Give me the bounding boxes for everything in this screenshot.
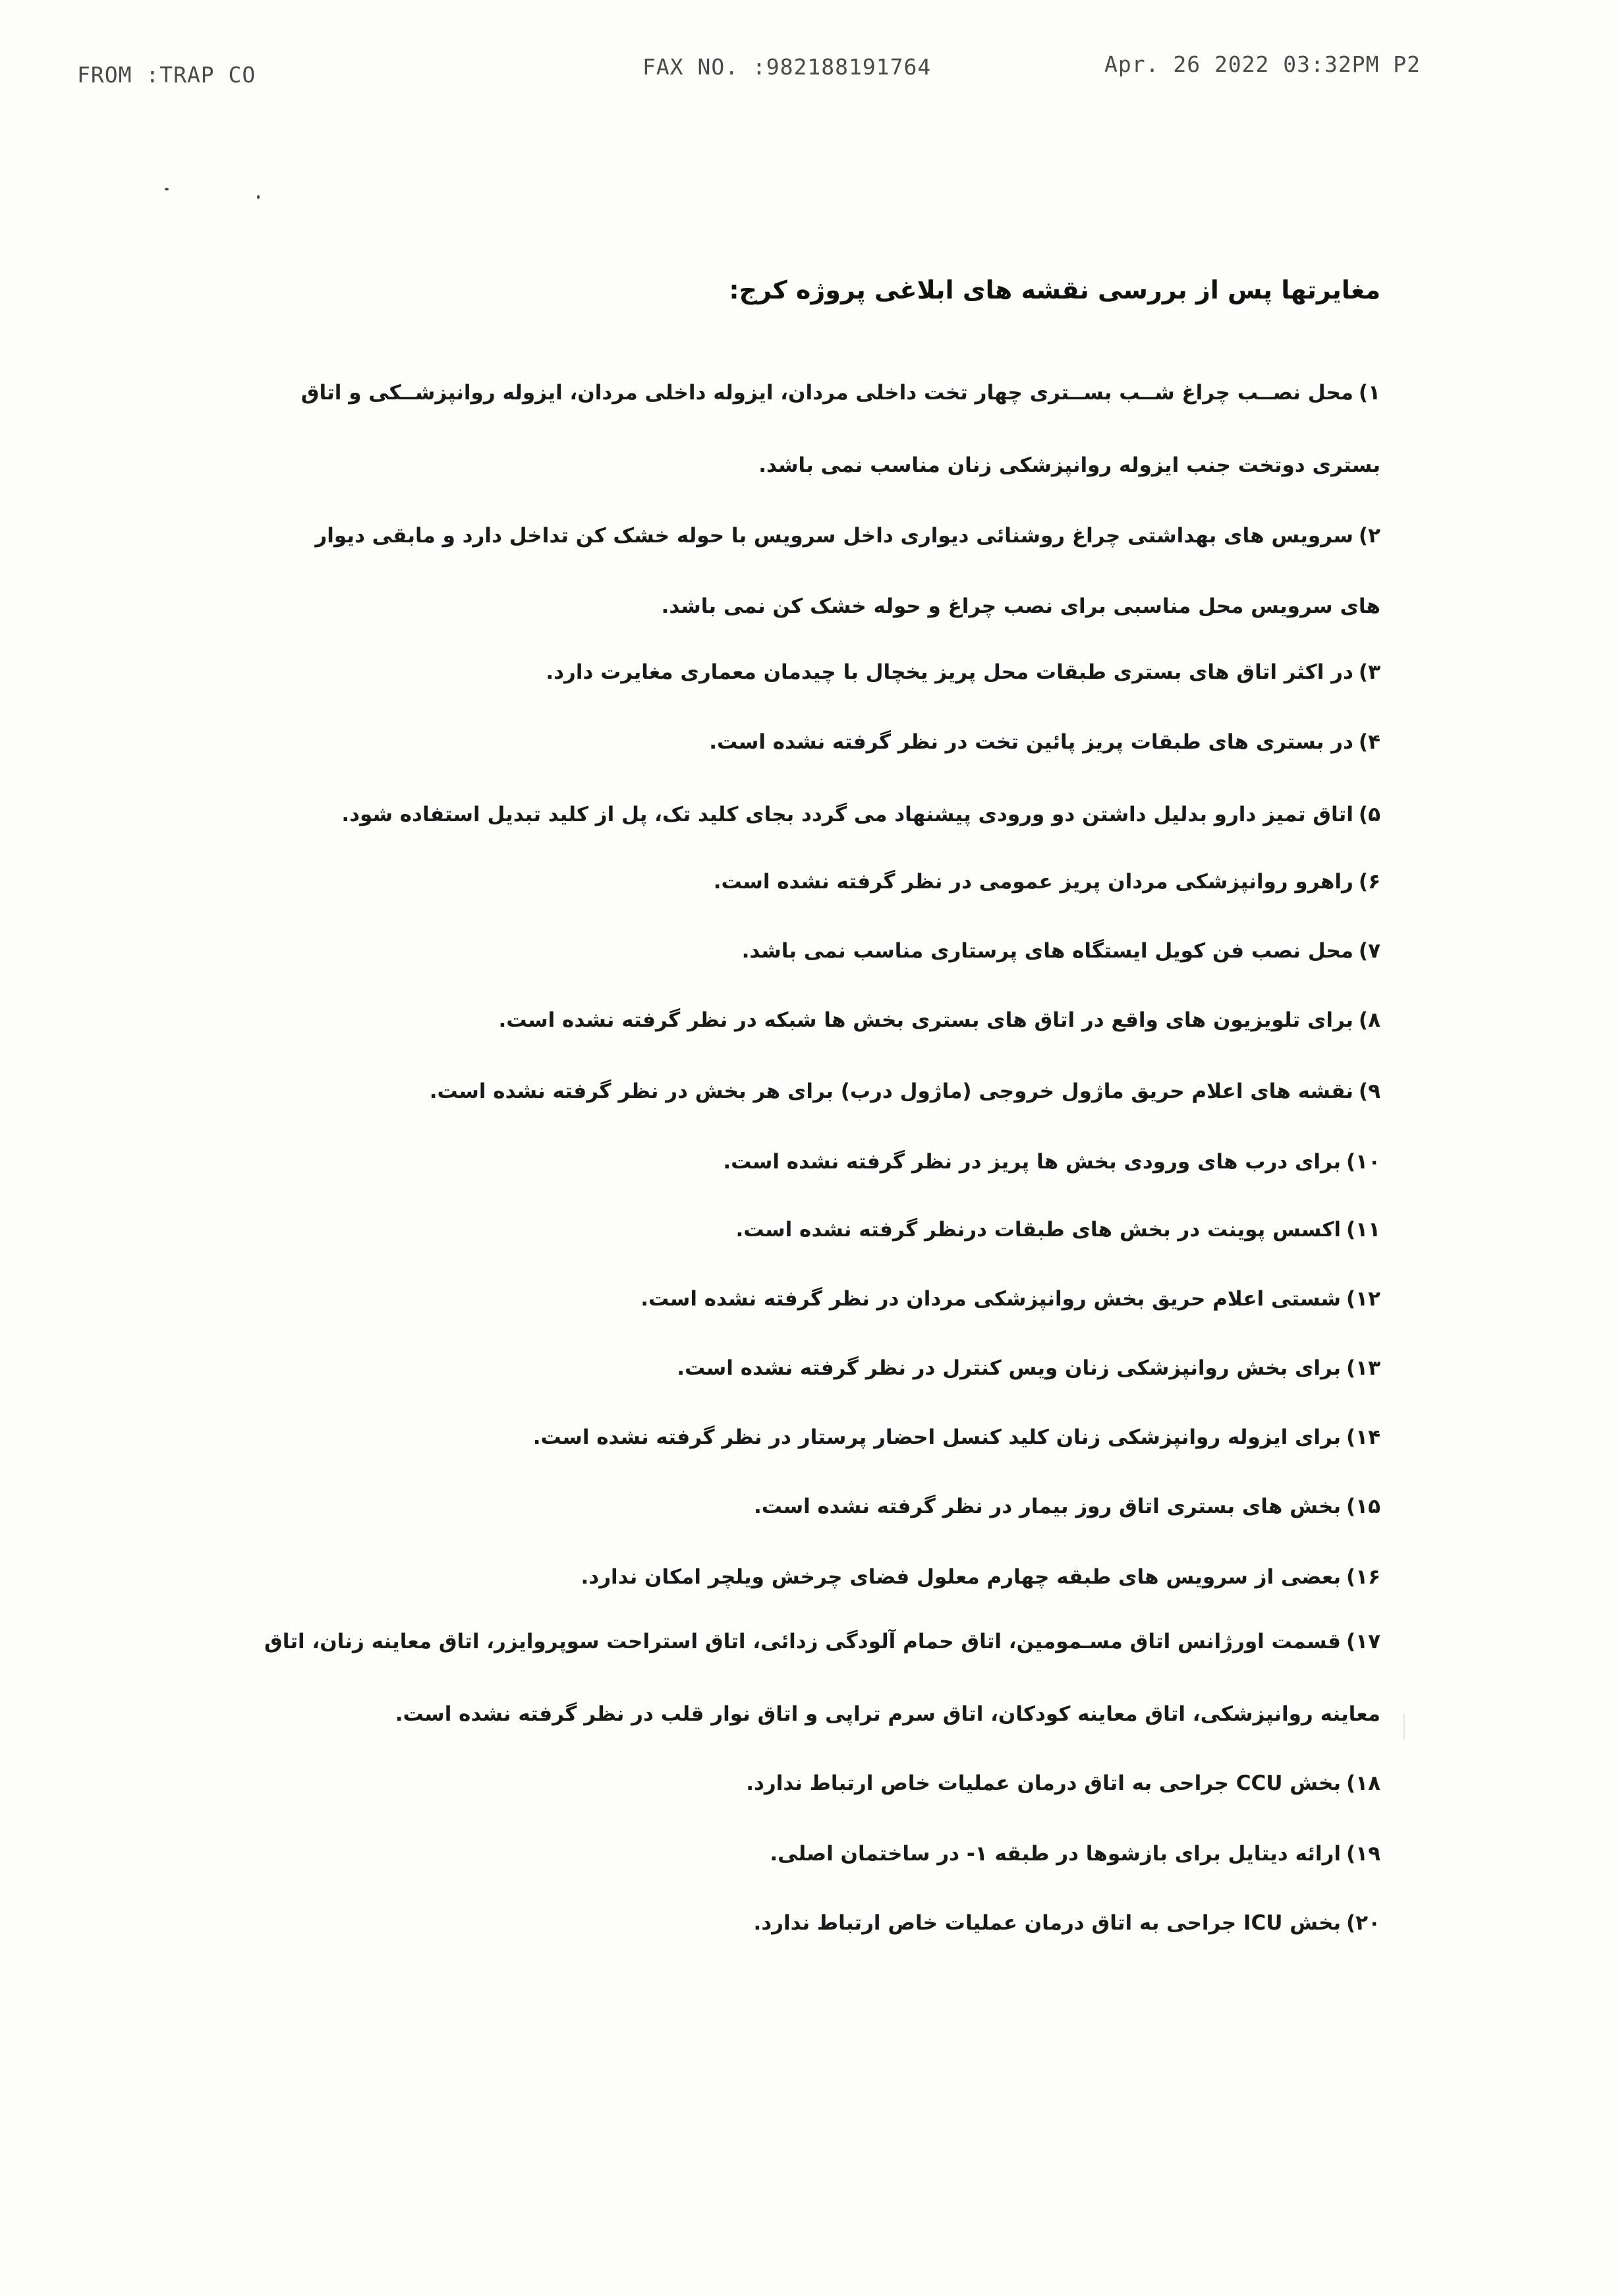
list-item-number: ۵) (1358, 803, 1380, 826)
list-item (723, 1150, 1380, 1174)
list-item-number: ۱۹) (1346, 1842, 1380, 1866)
list-item (709, 730, 1380, 754)
list-item (533, 1425, 1380, 1449)
list-item-text: بخش CCU جراحی به اتاق درمان عملیات خاص ارتباط ندارد. (746, 1771, 1341, 1795)
list-item-number: ۲) (1358, 524, 1380, 548)
fax-header (0, 51, 1619, 91)
list-item-number: ۱۸) (1346, 1771, 1380, 1795)
scan-mark (1404, 1713, 1405, 1740)
list-item-continuation (758, 453, 1380, 477)
list-item-number: ۱۵) (1346, 1495, 1380, 1518)
list-item-number: ۸) (1358, 1008, 1380, 1032)
list-item (341, 803, 1380, 826)
list-item (746, 1771, 1380, 1795)
list-item-number: ۶) (1358, 870, 1380, 894)
list-item-number: ۷) (1358, 939, 1380, 963)
list-item-number: ۱۴) (1346, 1425, 1380, 1449)
list-item (640, 1287, 1380, 1311)
list-item-number: ۴) (1358, 730, 1380, 754)
scan-speck (257, 195, 260, 199)
list-item-text: محل نصب فن کویل ایستگاه های پرستاری مناسب نمی باشد. (741, 939, 1353, 963)
list-item-text: معاینه روانپزشکی، اتاق معاینه کودکان، اتاق سرم تراپی و اتاق نوار قلب در نظر گرفته نشده است. (395, 1702, 1380, 1726)
list-item-text: برای ایزوله روانپزشکی زنان کلید کنسل احضار پرستار در نظر گرفته نشده است. (532, 1425, 1341, 1449)
list-item (499, 1008, 1380, 1032)
list-item-text: بستری دوتخت جنب ایزوله روانپزشکی زنان مناسب نمی باشد. (758, 453, 1380, 477)
list-item-number: ۱۷) (1346, 1630, 1380, 1653)
list-item-text: نقشه های اعلام حریق ماژول خروجی (ماژول درب) برای هر بخش در نظر گرفته نشده است. (429, 1079, 1353, 1103)
list-item-text: قسمت اورژانس اتاق مسـمومین، اتاق حمام آلودگی زدائی، اتاق استراحت سوپروایزر، اتاق معاینه زنان، اتاق (264, 1630, 1341, 1653)
list-item-text: اکسس پوینت در بخش های طبقات درنظر گرفته نشده است. (735, 1218, 1341, 1242)
list-item-number: ۳) (1358, 660, 1380, 684)
list-item-number: ۱۲) (1346, 1287, 1380, 1311)
list-item-text: بخش ICU جراحی به اتاق درمان عملیات خاص ارتباط ندارد. (753, 1911, 1341, 1935)
list-item-text: ارائه دیتایل برای بازشوها در طبقه ۱- در ساختمان اصلی. (770, 1842, 1341, 1866)
list-item (301, 381, 1380, 405)
list-item-text: در اکثر اتاق های بستری طبقات محل پریز یخچال با چیدمان معماری مغایرت دارد. (546, 660, 1353, 684)
list-item-text: های سرویس محل مناسبی برای نصب چراغ و حوله خشک کن نمی باشد. (661, 594, 1380, 618)
list-item (770, 1842, 1380, 1866)
list-item-text: در بستری های طبقات پریز پائین تخت در نظر گرفته نشده است. (709, 730, 1353, 754)
list-item (714, 870, 1380, 894)
list-item-number: ۲۰) (1346, 1911, 1380, 1935)
list-item (581, 1565, 1380, 1589)
list-item (264, 1630, 1380, 1653)
list-item-number: ۱۳) (1346, 1356, 1380, 1380)
list-item-text: اتاق تمیز دارو بدلیل داشتن دو ورودی پیشنهاد می گردد بجای کلید تک، پل از کلید تبدیل استفاده شود. (341, 803, 1353, 826)
list-item (754, 1495, 1380, 1518)
list-item-number: ۱۰) (1346, 1150, 1380, 1174)
list-item (315, 524, 1380, 548)
list-item-number: ۱) (1358, 381, 1380, 405)
list-item-continuation (662, 594, 1380, 618)
list-item (546, 660, 1380, 684)
list-item-number: ۱۱) (1346, 1218, 1380, 1242)
fax-from: FROM :TRAP CO (77, 62, 256, 88)
list-item-continuation (395, 1702, 1380, 1726)
list-item-text: شستی اعلام حریق بخش روانپزشکی مردان در نظر گرفته نشده است. (640, 1287, 1341, 1311)
list-item-text: برای درب های ورودی بخش ها پریز در نظر گرفته نشده است. (723, 1150, 1341, 1174)
list-item-text: بخش های بستری اتاق روز بیمار در نظر گرفته نشده است. (753, 1495, 1341, 1518)
list-item (742, 939, 1380, 963)
list-item-text: برای بخش روانپزشکی زنان ویس کنترل در نظر گرفته نشده است. (677, 1356, 1341, 1380)
fax-date: Apr. 26 2022 03:32PM P2 (1104, 51, 1421, 77)
list-item (677, 1356, 1380, 1380)
list-item (430, 1079, 1380, 1103)
list-item-text: بعضی از سرویس های طبقه چهارم معلول فضای چرخش ویلچر امکان ندارد. (581, 1565, 1341, 1589)
list-item (753, 1911, 1380, 1935)
fax-number: FAX NO. :982188191764 (642, 54, 932, 80)
list-item-number: ۱۶) (1346, 1565, 1380, 1589)
scan-speck (165, 188, 169, 190)
list-item-number: ۹) (1358, 1079, 1380, 1103)
list-item-text: محل نصــب چراغ شــب بســتری چهار تخت داخلی مردان، ایزوله داخلی مردان، ایزوله روانپزشــکی و اتاق (300, 381, 1353, 405)
list-item-text: سرویس های بهداشتی چراغ روشنائی دیواری داخل سرویس با حوله خشک کن تداخل دارد و مابقی دیوار (315, 524, 1353, 548)
list-item-text: راهرو روانپزشکی مردان پریز عمومی در نظر گرفته نشده است. (713, 870, 1353, 894)
document-title: مغایرتها پس از بررسی نقشه های ابلاغی پروژه کرج: (729, 275, 1380, 304)
list-item (736, 1218, 1380, 1242)
list-item-text: برای تلویزیون های واقع در اتاق های بستری بخش ها شبکه در نظر گرفته نشده است. (498, 1008, 1353, 1032)
